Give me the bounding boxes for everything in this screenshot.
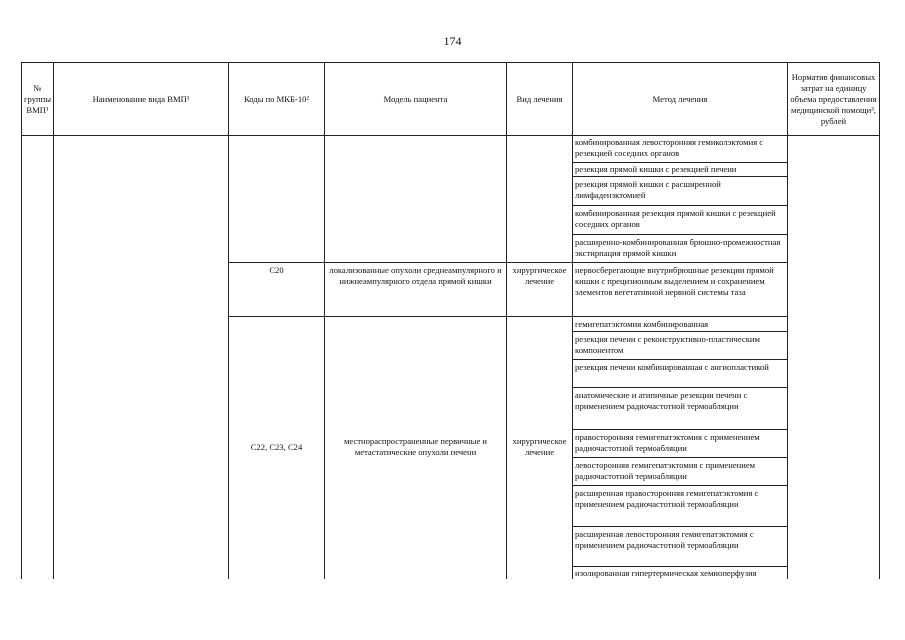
row-separator [228,316,573,317]
row-c20-model: локализованные опухоли среднеампулярного и нижнеампулярного отдела прямой кишки [329,265,502,286]
method-separator [572,429,787,430]
method-separator [572,234,787,235]
page-number: 174 [443,34,462,48]
header-model: Модель пациента [383,93,448,104]
method-item: резекция печени комбинированная с ангиопластикой [575,362,769,372]
method-separator [572,526,787,527]
header-bottom-line [21,135,880,136]
method-separator [572,262,787,263]
method-separator [572,359,787,360]
method-item: расширенная правосторонняя гемигепатэктомия с применением радиочастотной термоабляции [575,488,759,510]
method-item: резекция печени с реконструктивно-пластическим компонентом [575,334,760,356]
row-c22-codes: С22, С23, С24 [250,442,303,452]
row-c20-treatment: хирургическое лечение [512,265,567,286]
header-norm: Норматив финансовых затрат на единицу объема предоставления медицинской помощи³, рублей [790,71,877,126]
method-separator [572,205,787,206]
method-separator [572,457,787,458]
method-item: правосторонняя гемигепатэктомия с применением радиочастотной термоабляции [575,432,760,454]
method-item: комбинированная резекция прямой кишки с резекцией соседних органов [575,208,776,230]
table-border-left [21,62,22,579]
method-item: гемигепатэктомия комбинированная [575,319,709,329]
table-border-right [879,62,880,579]
method-separator [572,316,787,317]
header-group: № группы ВМП¹ [24,82,51,115]
col-divider [787,62,788,579]
col-divider [324,62,325,579]
method-item: комбинированная левосторонняя гемиколэктомия с резекцией соседних органов [575,137,764,159]
method-separator [572,176,787,177]
method-separator [572,566,787,567]
method-separator [572,485,787,486]
row-c22-treatment: хирургическое лечение [512,436,567,457]
header-method: Метод лечения [652,93,708,104]
method-separator [572,387,787,388]
header-name: Наименование вида ВМП¹ [92,93,190,104]
header-treatment-type: Вид лечения [516,93,563,104]
method-item: изолированная гипертермическая хемиоперфузия [575,568,757,578]
col-divider [53,62,54,579]
method-item: расширенно-комбинированная брюшно-промежностная экстирпация прямой кишки [575,237,781,259]
method-item: резекция прямой кишки с резекцией печени [575,164,737,174]
col-divider [506,62,507,579]
method-item: левосторонняя гемигепатэктомия с применением радиочастотной термоабляции [575,460,756,482]
header-codes: Коды по МКБ-10² [243,93,310,104]
row-c20-codes: С20 [269,265,284,275]
method-item: резекция прямой кишки с расширенной лимфаденэктомией [575,179,721,201]
method-separator [572,162,787,163]
method-item: расширенная левосторонняя гемигепатэктомия с применением радиочастотной термоабляции [575,529,754,551]
col-divider [228,62,229,579]
col-divider [572,62,573,579]
method-item: анатомические и атипичные резекции печени с применением радиочастотной термоабляции [575,390,748,412]
row-c22-model: местнораспространенные первичные и метастатические опухоли печени [343,436,488,457]
row-c20-method: нервосберегающие внутрибрюшные резекции прямой кишки с прецизионным выделением и сохранением элементов вегетативной нервной системы таза [575,265,774,298]
row-separator [228,262,573,263]
method-separator [572,331,787,332]
